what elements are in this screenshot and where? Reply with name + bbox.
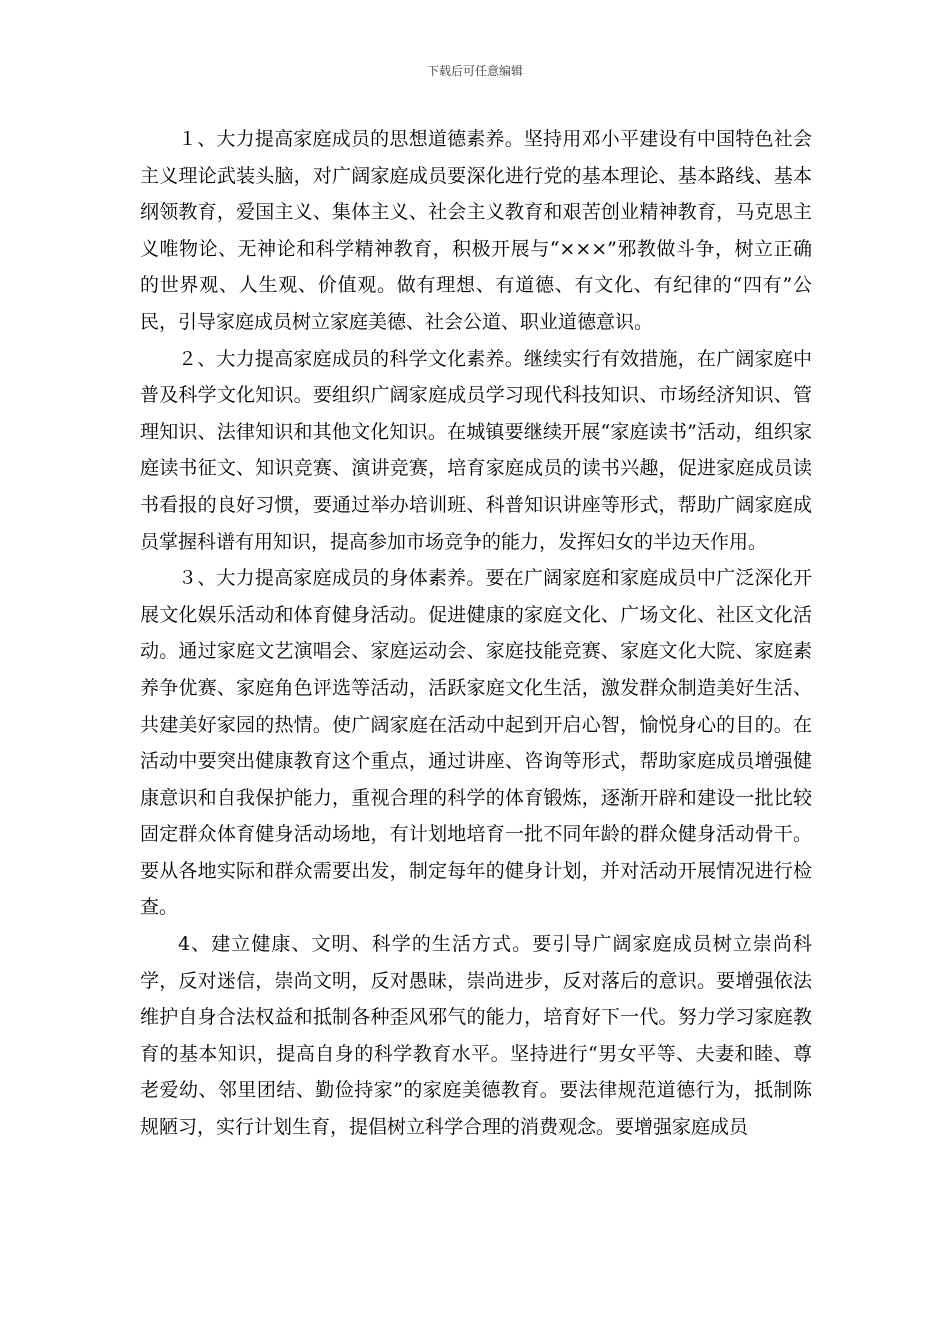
paragraph-lifestyle: 4、建立健康、文明、科学的生活方式。要引导广阔家庭成员树立崇尚科学，反对迷信，崇尚文明，反对愚昧，崇尚进步，反对落后的意识。要增强依法维护自身合法权益和抵制各种歪风邪气的能力，培育好下一代。努力学习家庭教育的基本知识，提高自身的科学教育水平。坚持进行“男女平等、夫妻和睦、尊老爱幼、邻里团结、勤俭持家”的家庭美德教育。要法律规范道德行为，抵制陈规陋习，实行计划生育，提倡树立科学合理的消费观念。要增强家庭成员 [140,933,812,1139]
page-header: 下载后可任意编辑 [426,64,523,78]
paragraph-physical: ３、大力提高家庭成员的身体素养。要在广阔家庭和家庭成员中广泛深化开展文化娱乐活动和体育健身活动。促进健康的家庭文化、广场文化、社区文化活动。通过家庭文艺演唱会、家庭运动会、家庭技能竞赛、家庭文化大院、家庭素养争优赛、家庭角色评选等活动，活跃家庭文化生活，激发群众制造美好生活、共建美好家园的热情。使广阔家庭在活动中起到开启心智，愉悦身心的目的。在活动中要突出健康教育这个重点，通过讲座、咨询等形式，帮助家庭成员增强健康意识和自我保护能力，重视合理的科学的体育锻炼，逐渐开辟和建设一批比较固定群众体育健身活动场地，有计划地培育一批不同年龄的群众健身活动骨干。要从各地实际和群众需要出发，制定每年的健身计划，并对活动开展情况进行检查。 [140,567,812,919]
document-body [140,121,812,1146]
paragraph-science-culture: ２、大力提高家庭成员的科学文化素养。继续实行有效措施，在广阔家庭中普及科学文化知识。要组织广阔家庭成员学习现代科技知识、市场经济知识、管理知识、法律知识和其他文化知识。在城镇要继续开展“家庭读书”活动，组织家庭读书征文、知识竞赛、演讲竞赛，培育家庭成员的读书兴趣，促进家庭成员读书看报的良好习惯，要通过举办培训班、科普知识讲座等形式，帮助广阔家庭成员掌握科谱有用知识，提高参加市场竞争的能力，发挥妇女的半边天作用。 [140,347,812,553]
paragraph-moral: １、大力提高家庭成员的思想道德素养。坚持用邓小平建设有中国特色社会主义理论武装头脑，对广阔家庭成员要深化进行党的基本理论、基本路线、基本纲领教育，爱国主义、集体主义、社会主义教育和艰苦创业精神教育，马克思主义唯物论、无神论和科学精神教育，积极开展与“×××”邪教做斗争，树立正确的世界观、人生观、价值观。做有理想、有道德、有文化、有纪律的“四有”公民，引导家庭成员树立家庭美德、社会公道、职业道德意识。 [140,128,812,333]
